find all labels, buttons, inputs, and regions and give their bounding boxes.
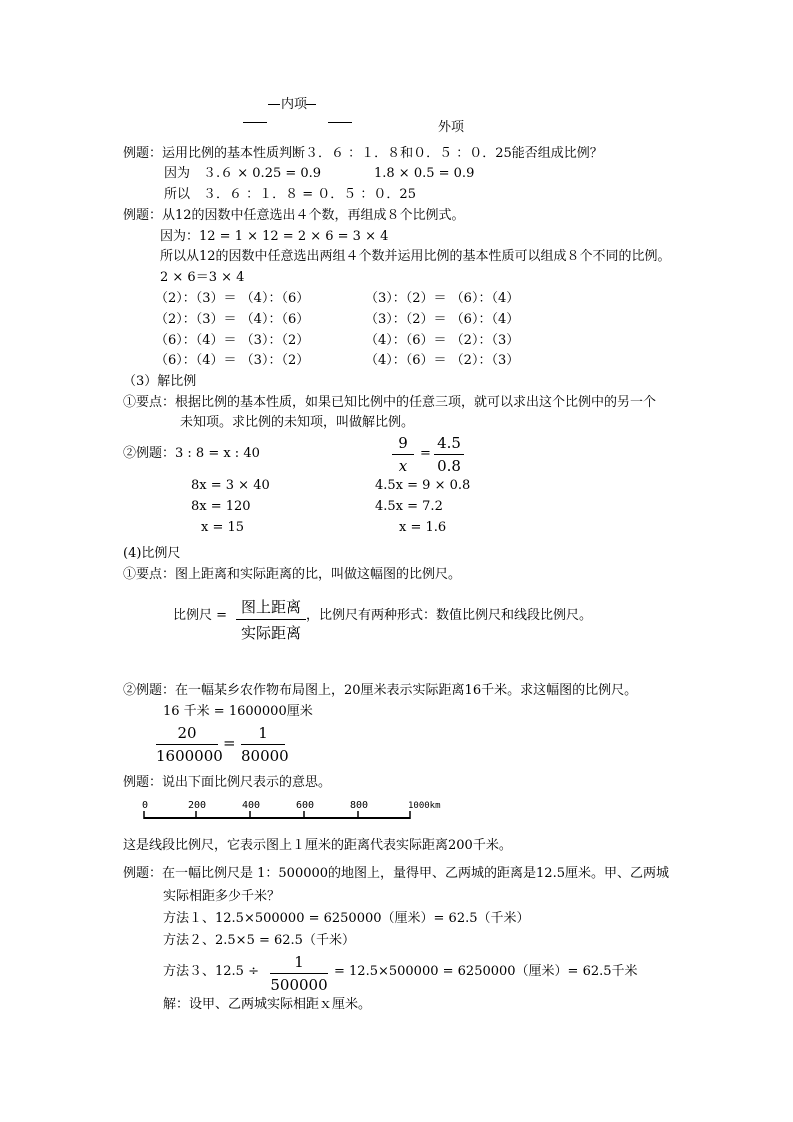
fraction-denominator: 实际距离 xyxy=(240,624,301,642)
scale-formula-label: 比例尺 = xyxy=(173,608,228,623)
section4-heading: (4)比例尺 xyxy=(123,546,181,561)
fraction-1-over-500000 xyxy=(270,953,328,994)
fraction-numerator: 1 xyxy=(241,724,285,745)
proportion-row: （3）：（2）＝ （6）：（4） xyxy=(365,291,520,306)
ex1-line1b: 1.8 × 0.5 = 0.9 xyxy=(374,166,475,181)
ex1-line1a: 因为 ３.６ × 0.25 = 0.9 xyxy=(164,166,322,181)
method-2: 方法２、2.5×5 = 62.5（千米） xyxy=(163,933,355,948)
section4-example2-answer: 这是线段比例尺，它表示图上１厘米的距离代表实际距离200千米。 xyxy=(123,838,512,853)
fraction-4.5-over-0.8 xyxy=(434,434,464,475)
fraction-denominator: 500000 xyxy=(270,976,328,994)
proportion-row: （3）：（2）＝ （6）：（4） xyxy=(365,312,520,327)
method-3-prefix: 方法３、12.5 ÷ xyxy=(163,964,259,979)
inner-bracket-left xyxy=(268,104,280,105)
scale-label: 200 xyxy=(188,800,207,811)
proportion-row: （2）：（3）＝ （4）：（6） xyxy=(155,291,310,306)
fraction-numerator: 4.5 xyxy=(434,434,464,455)
scale-label: 400 xyxy=(242,800,261,811)
outer-terms-label: 外项 xyxy=(438,120,465,135)
fraction-numerator: 20 xyxy=(156,724,218,745)
scale-label: 600 xyxy=(296,800,315,811)
section3-heading: （3）解比例 xyxy=(123,374,197,389)
solution-setup: 解：设甲、乙两城实际相距ｘ厘米。 xyxy=(163,997,372,1012)
proportion-row: （2）：（3）＝ （4）：（6） xyxy=(155,312,310,327)
right-step: x = 1.6 xyxy=(399,520,447,535)
section3-point-line1: ①要点：根据比例的基本性质，如果已知比例中的任意三项，就可以求出这个比例中的另一个 xyxy=(123,395,657,410)
fraction-numerator: 1 xyxy=(270,953,328,974)
right-step: 4.5x = 9 × 0.8 xyxy=(375,478,471,493)
ex1-line2: 所以 ３．６ ：１．８ = ０．５ ：０．25 xyxy=(164,187,416,202)
unit-conversion: 16 千米 = 1600000厘米 xyxy=(163,704,313,719)
proportion-row: （4）：（6）＝ （2）：（3） xyxy=(365,353,520,368)
section3-point-line2: 未知项。求比例的未知项，叫做解比例。 xyxy=(180,415,415,430)
proportion-row: （6）：（4）＝ （3）：（2） xyxy=(155,353,310,368)
fraction-1-over-80000 xyxy=(241,724,289,765)
method-3-suffix: = 12.5×500000 = 6250000（厘米）= 62.5千米 xyxy=(334,964,638,979)
fraction-denominator: 80000 xyxy=(241,747,289,765)
fraction-20-over-1600000 xyxy=(156,724,223,765)
proportion-row: （4）：（6）＝ （2）：（3） xyxy=(365,333,520,348)
outer-line-left xyxy=(243,122,267,123)
fraction-9-over-x xyxy=(392,434,414,475)
method-1: 方法１、12.5×500000 = 6250000（厘米）= 62.5（千米） xyxy=(163,911,530,926)
scale-label: 800 xyxy=(350,800,369,811)
inner-terms-label: 内项 xyxy=(281,97,308,112)
section3-example: ②例题：3 : 8 = x : 40 xyxy=(123,446,260,461)
left-step: 8x = 3 × 40 xyxy=(191,478,270,493)
ex2-line1: 因为：12 = 1 × 12 = 2 × 6 = 3 × 4 xyxy=(160,229,389,244)
left-step: x = 15 xyxy=(201,520,245,535)
fraction-equals: = xyxy=(420,446,431,461)
scale-label: 0 xyxy=(142,800,149,811)
section4-example2-title: 例题：说出下面比例尺表示的意思。 xyxy=(123,775,332,790)
proportion-row: （6）：（4）＝ （3）：（2） xyxy=(155,333,310,348)
left-step: 8x = 120 xyxy=(191,499,251,514)
scale-label: 1000km xyxy=(408,801,441,811)
ex2-title: 例题：从12的因数中任意选出４个数，再组成８个比例式。 xyxy=(123,208,465,223)
inner-bracket-right xyxy=(306,104,316,105)
ex2-line3: 2 × 6＝3 × 4 xyxy=(160,270,245,285)
fraction-denominator: x xyxy=(398,457,408,475)
fraction-equals: = xyxy=(223,734,236,752)
fraction-denominator: 1600000 xyxy=(156,747,223,765)
scale-formula-fraction xyxy=(236,596,306,643)
fraction-denominator: 0.8 xyxy=(437,457,461,475)
section4-point: ①要点：图上距离和实际距离的比，叫做这幅图的比例尺。 xyxy=(123,567,462,582)
section4-example3-title: 例题：在一幅比例尺是 1：500000的地图上，量得甲、乙两城的距离是12.5厘米。甲、乙两城 xyxy=(123,866,669,881)
section4-example3-title-cont: 实际相距多少千米？ xyxy=(163,889,281,904)
scale-formula-tail: ，比例尺有两种形式：数值比例尺和线段比例尺。 xyxy=(306,608,593,623)
ex2-line2: 所以从12的因数中任意选出两组４个数并运用比例的基本性质可以组成８个不同的比例。 xyxy=(160,249,671,264)
fraction-numerator: 9 xyxy=(392,434,414,455)
line-segment-scale xyxy=(130,798,441,824)
right-step: 4.5x = 7.2 xyxy=(375,499,443,514)
ex1-title: 例题：运用比例的基本性质判断３．６ ：１．８和０．５ ：０．25能否组成比例？ xyxy=(123,146,603,161)
section4-example1-title: ②例题：在一幅某乡农作物布局图上，20厘米表示实际距离16千米。求这幅图的比例尺。 xyxy=(123,683,638,698)
fraction-numerator: 图上距离 xyxy=(236,596,306,620)
outer-line-right xyxy=(328,122,352,123)
